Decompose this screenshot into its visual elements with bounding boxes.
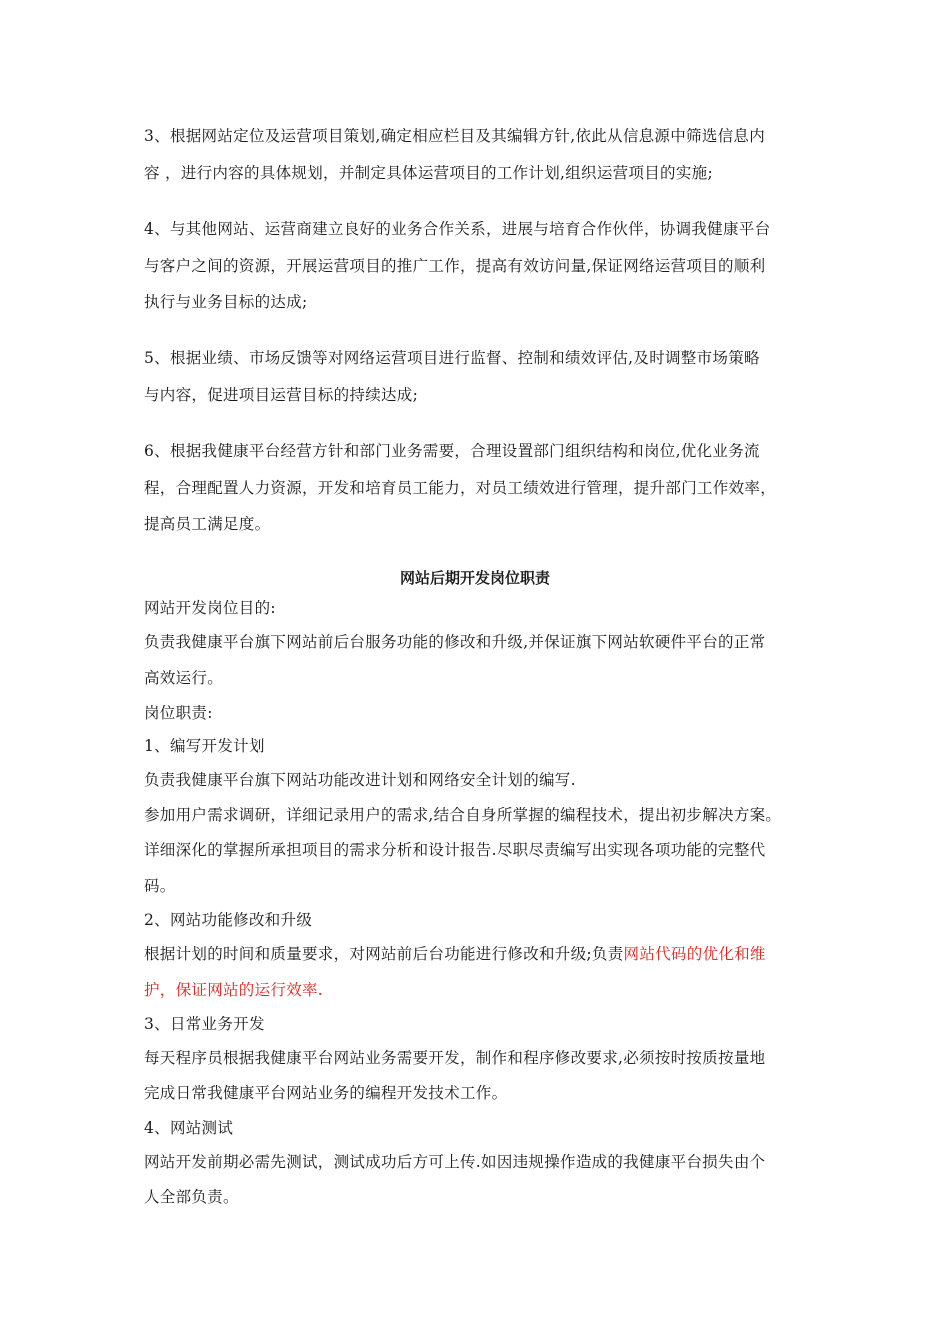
section-heading: 网站后期开发岗位职责 — [399, 569, 550, 587]
paragraph-4-line-1: 4、与其他网站、运营商建立良好的业务合作关系，进展与培育合作伙伴，协调我健康平台 — [144, 220, 771, 238]
duty-4-title: 4、网站测试 — [144, 1119, 234, 1137]
duty-3-line-2: 完成日常我健康平台网站业务的编程开发技术工作。 — [144, 1084, 508, 1102]
duty-1-line-1: 负责我健康平台旗下网站功能改进计划和网络安全计划的编写. — [144, 771, 576, 789]
duty-1-line-3: 详细深化的掌握所承担项目的需求分析和设计报告.尽职尽责编写出实现各项功能的完整代 — [144, 841, 766, 859]
paragraph-3-line-2: 容 ，进行内容的具体规划，并制定具体运营项目的工作计划,组织运营项目的实施; — [144, 164, 713, 182]
purpose-line-1: 负责我健康平台旗下网站前后台服务功能的修改和升级,并保证旗下网站软硬件平台的正常 — [144, 633, 766, 651]
duty-1-title: 1、编写开发计划 — [144, 737, 265, 755]
paragraph-5-line-1: 5、根据业绩、市场反馈等对网络运营项目进行监督、控制和绩效评估,及时调整市场策略 — [144, 349, 760, 367]
paragraph-4-line-3: 执行与业务目标的达成; — [144, 293, 308, 311]
paragraph-3-line-1: 3、根据网站定位及运营项目策划,确定相应栏目及其编辑方针,依此从信息源中筛选信息内 — [144, 127, 766, 145]
duties-label: 岗位职责: — [144, 704, 213, 722]
duty-3-line-1: 每天程序员根据我健康平台网站业务需要开发，制作和程序修改要求,必须按时按质按量地 — [144, 1049, 766, 1067]
duty-3-title: 3、日常业务开发 — [144, 1015, 265, 1033]
duty-2-line-1 — [144, 944, 824, 964]
paragraph-6-line-2: 程，合理配置人力资源，开发和培育员工能力，对员工绩效进行管理，提升部门工作效率， — [144, 479, 777, 497]
duty-2-title: 2、网站功能修改和升级 — [144, 911, 313, 929]
duty-1-line-4: 码。 — [144, 877, 176, 895]
purpose-label: 网站开发岗位目的: — [144, 599, 276, 617]
duty-1-line-2: 参加用户需求调研，详细记录用户的需求,结合自身所掌握的编程技术，提出初步解决方案。 — [144, 806, 782, 824]
duty-4-line-1: 网站开发前期必需先测试，测试成功后方可上传.如因违规操作造成的我健康平台损失由个 — [144, 1153, 766, 1171]
paragraph-6-line-1: 6、根据我健康平台经营方针和部门业务需要，合理设置部门组织结构和岗位,优化业务流 — [144, 442, 760, 460]
duty-2-line-1-highlight: 网站代码的优化和维 — [623, 945, 766, 963]
paragraph-6-line-3: 提高员工满足度。 — [144, 515, 271, 533]
duty-2-line-2-highlight: 护，保证网站的运行效率. — [144, 981, 324, 999]
duty-2-line-1-text: 根据计划的时间和质量要求，对网站前后台功能进行修改和升级;负责 — [144, 945, 624, 963]
purpose-line-2: 高效运行。 — [144, 669, 224, 687]
duty-2-line-2 — [144, 980, 824, 1000]
paragraph-5-line-2: 与内容，促进项目运营目标的持续达成; — [144, 386, 419, 404]
duty-4-line-2: 人全部负责。 — [144, 1188, 239, 1206]
paragraph-4-line-2: 与客户之间的资源，开展运营项目的推广工作，提高有效访问量,保证网络运营项目的顺利 — [144, 257, 766, 275]
